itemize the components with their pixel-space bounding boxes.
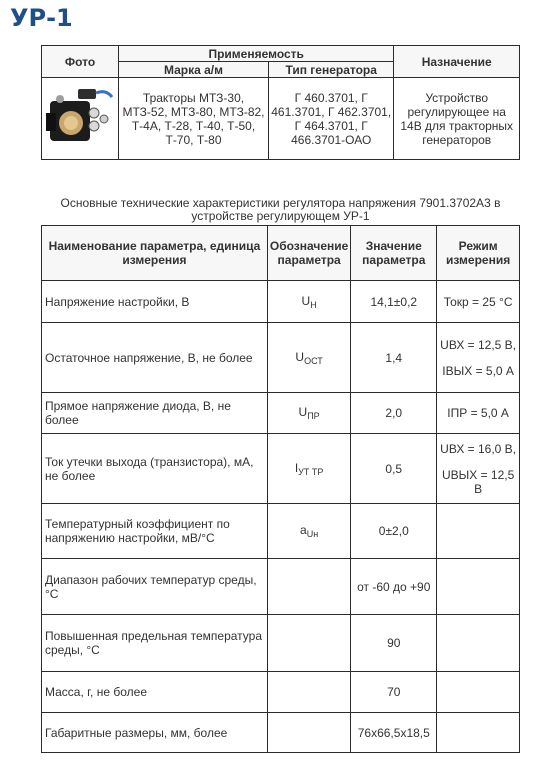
symbol-subscript: УТ ТР [298,466,324,477]
header-brand: Марка а/м [119,62,269,78]
spec-header-symbol: Обозначение параметра [267,226,350,281]
param-symbol [267,559,350,615]
symbol-letter: U [295,349,305,364]
symbol-subscript: ОСТ [304,355,323,366]
symbol-letter: a [300,523,307,537]
measure-mode [437,672,520,713]
table-row [42,615,520,672]
param-name: Габаритные размеры, мм, более [42,713,268,753]
table-row [42,434,520,504]
param-symbol [267,281,350,323]
regulator-photo [44,83,116,155]
param-symbol [267,713,350,753]
param-name: Ток утечки выхода (транзистора), мА, не более [42,434,268,504]
brand-cell: Тракторы МТЗ-30, МТЗ-52, МТЗ-80, МТЗ-82, Т-4А, Т-28, Т-40, Т-50, Т-70, Т-80 [119,78,269,160]
spec-header-value: Значение параметра [351,226,437,281]
table-row [42,393,520,434]
header-purpose: Назначение [394,46,520,78]
table-row [42,323,520,393]
table-row [42,504,520,559]
table-row [42,672,520,713]
param-value: 2,0 [351,393,437,434]
spec-header-name: Наименование параметра, единица измерения [42,226,268,281]
measure-mode [437,323,520,393]
spec-caption: Основные технические характеристики регулятора напряжения 7901.3702А3 в устройстве регулирующем УР-1 [60,196,501,223]
param-value: 0±2,0 [351,504,437,559]
gen-type-cell: Г 460.3701, Г 461.3701, Г 462.3701, Г 464.3701, Г 466.3701-ОАО [269,78,394,160]
param-symbol [267,672,350,713]
spec-table-body [42,281,520,753]
measure-mode [437,713,520,753]
measure-mode [437,393,520,434]
param-name: Прямое напряжение диода, В, не более [42,393,268,434]
header-gen-type: Тип генератора [269,62,394,78]
spec-table [41,225,520,753]
symbol-subscript: Н [310,299,317,310]
param-value: 1,4 [351,323,437,393]
symbol-letter: U [298,405,308,419]
spec-header-mode: Режим измерения [437,226,520,281]
header-foto: Фото [42,46,119,78]
measure-mode [437,559,520,615]
mode-line: UВХ = 12,5 В, [440,337,517,352]
table-row [42,281,520,323]
param-symbol [267,323,350,393]
mode-line: IПР = 5,0 А [447,406,509,420]
page-title: УР-1 [10,4,73,32]
measure-mode [437,615,520,672]
param-value: 0,5 [351,434,437,504]
symbol-letter: I [294,460,299,475]
applicability-table [41,45,520,160]
mode-line: Токр = 25 °С [443,294,513,309]
measure-mode [437,434,520,504]
param-name: Диапазон рабочих температур среды, °С [42,559,268,615]
param-name: Температурный коэффициент по напряжению настройки, мВ/°С [42,504,268,559]
purpose-cell: Устройство регулирующее на 14В для тракторных генераторов [394,78,520,160]
header-applicability: Применяемость [119,46,394,62]
param-name: Остаточное напряжение, В, не более [42,323,268,393]
param-value: 76x66,5x18,5 [351,713,437,753]
param-symbol [267,434,350,504]
param-value: 90 [351,615,437,672]
table-row [42,559,520,615]
param-value: 70 [351,672,437,713]
mode-line: IВЫХ = 5,0 А [442,363,514,378]
symbol-subscript: Uн [306,529,319,539]
measure-mode [437,281,520,323]
mode-line: UВХ = 16,0 В, [440,441,517,456]
param-name: Напряжение настройки, В [42,281,268,323]
symbol-letter: U [301,293,311,308]
measure-mode [437,504,520,559]
param-symbol [267,393,350,434]
mode-line: UВЫХ = 12,5 В [441,467,515,496]
symbol-subscript: ПР [307,411,320,421]
param-symbol [267,615,350,672]
param-symbol [267,504,350,559]
param-value: 14,1±0,2 [351,281,437,323]
param-name: Масса, г, не более [42,672,268,713]
param-value: от -60 до +90 [351,559,437,615]
table-row [42,713,520,753]
param-name: Повышенная предельная температура среды, °С [42,615,268,672]
product-photo-cell [42,78,119,160]
